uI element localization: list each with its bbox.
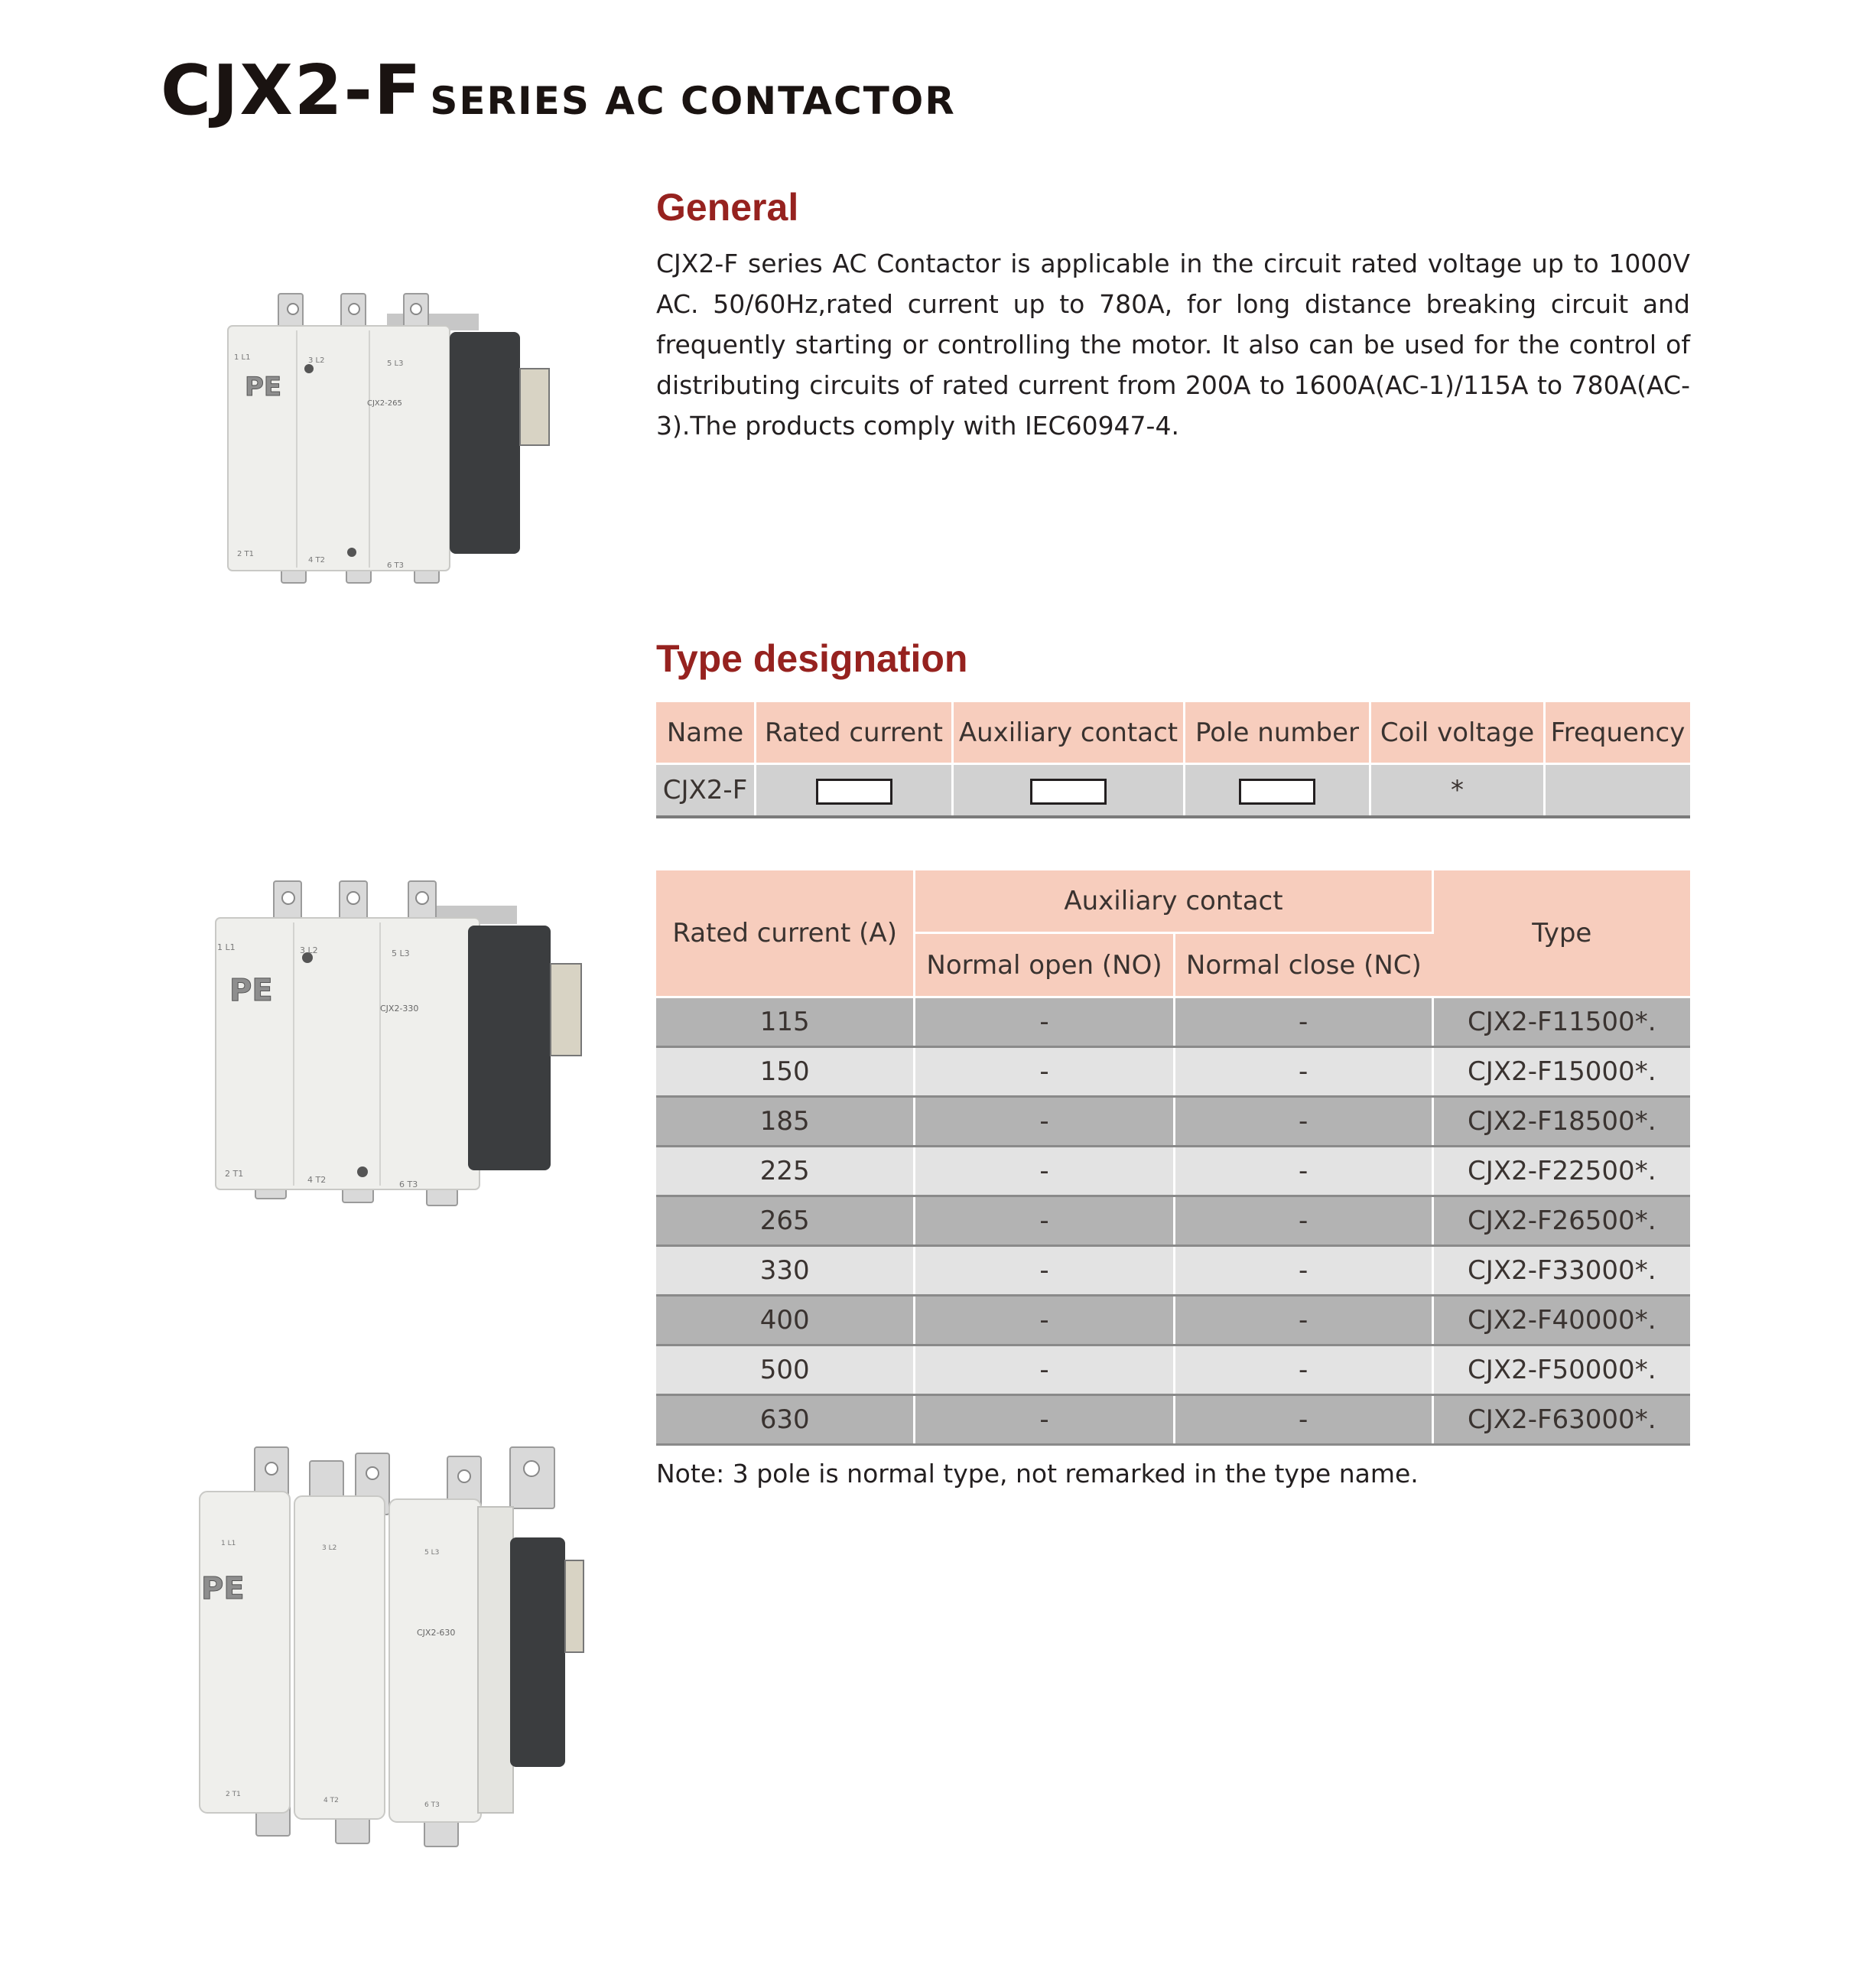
- table-row: [656, 1047, 1690, 1097]
- contactor-body: [228, 326, 450, 571]
- cell-type: CJX2-F50000*.: [1432, 1345, 1690, 1395]
- cell-normal-close: -: [1174, 1047, 1432, 1097]
- title-main: CJX2-F: [161, 50, 423, 131]
- cell-normal-open: -: [915, 1147, 1174, 1196]
- th-frequency: Frequency: [1545, 702, 1691, 764]
- th-coil-voltage: Coil voltage: [1370, 702, 1545, 764]
- td-auxiliary-box: [953, 764, 1185, 818]
- auxiliary-block: [468, 926, 551, 1170]
- cell-rated-current: 330: [656, 1246, 915, 1296]
- terminal-bottom-3: [427, 1189, 457, 1205]
- table-row: [656, 1196, 1690, 1246]
- cell-type: CJX2-F15000*.: [1432, 1047, 1690, 1097]
- cell-rated-current: 185: [656, 1097, 915, 1147]
- th-normal-close: Normal close (NC): [1174, 933, 1432, 997]
- general-text: CJX2-F series AC Contactor is applicable in the circuit rated voltage up to 1000V AC. 50/60Hz,rated current up to 780A, for long distance breaking circuit and frequently starting or controlling the motor. It also can be used for the control of distributing circuits of rated current from 200A to 1600A(AC-1)/115A to 780A(AC-3).The products comply with IEC60947-4.: [656, 249, 1690, 441]
- terminal-label: 4 T2: [323, 1797, 339, 1804]
- cell-normal-open: -: [915, 997, 1174, 1047]
- cell-type: CJX2-F63000*.: [1432, 1395, 1690, 1445]
- table-row: [656, 1345, 1690, 1395]
- model-label: CJX2-330: [380, 1004, 419, 1014]
- coil-terminal: [551, 964, 581, 1056]
- cell-rated-current: 265: [656, 1196, 915, 1246]
- cell-rated-current: 225: [656, 1147, 915, 1196]
- terminal-label: 5 L3: [387, 360, 404, 368]
- cell-normal-close: -: [1174, 997, 1432, 1047]
- td-pole-box: [1185, 764, 1370, 818]
- terminal-label: 2 T1: [226, 1791, 241, 1798]
- cell-normal-close: -: [1174, 1345, 1432, 1395]
- type-designation-heading: Type designation: [656, 637, 968, 680]
- note-text: Note: 3 pole is normal type, not remarked in the type name.: [656, 1459, 1419, 1489]
- product-image-cjx2-265: [220, 292, 572, 598]
- cell-normal-close: -: [1174, 1097, 1432, 1147]
- cell-type: CJX2-F40000*.: [1432, 1296, 1690, 1345]
- terminal-label: 6 T3: [424, 1801, 440, 1809]
- cell-type: CJX2-F33000*.: [1432, 1246, 1690, 1296]
- td-rated-current-box: [756, 764, 953, 818]
- cell-type: CJX2-F11500*.: [1432, 997, 1690, 1047]
- cell-normal-open: -: [915, 1345, 1174, 1395]
- terminal-label: 2 T1: [237, 550, 255, 558]
- cell-normal-open: -: [915, 1395, 1174, 1445]
- th-auxiliary-contact: Auxiliary contact: [953, 702, 1185, 764]
- brand-logo: PE: [229, 973, 273, 1008]
- auxiliary-block: [510, 1537, 565, 1767]
- cell-normal-close: -: [1174, 1246, 1432, 1296]
- pole-3: [389, 1499, 481, 1822]
- cell-type: CJX2-F18500*.: [1432, 1097, 1690, 1147]
- terminal-label: 2 T1: [225, 1169, 244, 1179]
- terminal-label: 6 T3: [399, 1179, 418, 1189]
- th-name: Name: [656, 702, 756, 764]
- product-image-cjx2-330: [208, 880, 613, 1216]
- page-title: [161, 50, 956, 131]
- terminal-label: 6 T3: [387, 561, 405, 570]
- pole-1: [200, 1492, 290, 1813]
- th-pole-number: Pole number: [1185, 702, 1370, 764]
- pole-2: [294, 1496, 385, 1819]
- table-row: [656, 1395, 1690, 1445]
- cell-normal-open: -: [915, 1047, 1174, 1097]
- brand-logo: PE: [201, 1571, 245, 1606]
- cell-type: CJX2-F22500*.: [1432, 1147, 1690, 1196]
- title-sub: SERIES AC CONTACTOR: [430, 79, 956, 123]
- model-label: CJX2-630: [417, 1628, 456, 1638]
- selection-table: [656, 870, 1690, 1446]
- terminal-label: 5 L3: [424, 1549, 440, 1557]
- terminal-label: 1 L1: [217, 942, 236, 952]
- terminal-label: 3 L2: [322, 1544, 337, 1552]
- blank-box: [1239, 779, 1315, 805]
- terminal-label: 3 L2: [300, 945, 318, 955]
- terminal-label: 1 L1: [234, 353, 251, 362]
- terminal-label: 4 T2: [307, 1175, 327, 1185]
- th-rated-current: Rated current: [756, 702, 953, 764]
- coil-terminal: [565, 1560, 584, 1652]
- table-row: [656, 1147, 1690, 1196]
- product-image-cjx2-630: [195, 1446, 623, 1851]
- model-label: CJX2-265: [367, 399, 402, 408]
- cell-rated-current: 150: [656, 1047, 915, 1097]
- table-row: [656, 1296, 1690, 1345]
- coil-terminal: [520, 369, 549, 445]
- cell-normal-open: -: [915, 1296, 1174, 1345]
- cell-rated-current: 500: [656, 1345, 915, 1395]
- auxiliary-block: [450, 332, 520, 554]
- selection-header-row-1: [656, 870, 1690, 933]
- th-normal-open: Normal open (NO): [915, 933, 1174, 997]
- cell-rated-current: 630: [656, 1395, 915, 1445]
- cell-normal-open: -: [915, 1246, 1174, 1296]
- brand-logo: PE: [245, 372, 282, 402]
- cell-type: CJX2-F26500*.: [1432, 1196, 1690, 1246]
- terminal-label: 5 L3: [392, 948, 410, 958]
- terminal-label: 1 L1: [221, 1540, 236, 1547]
- cell-rated-current: 115: [656, 997, 915, 1047]
- blank-box: [1030, 779, 1107, 805]
- cell-normal-close: -: [1174, 1395, 1432, 1445]
- table-row: [656, 1097, 1690, 1147]
- td-name: CJX2-F: [656, 764, 756, 818]
- table-row: [656, 997, 1690, 1047]
- contactor-body: [216, 918, 480, 1189]
- table-row: [656, 1246, 1690, 1296]
- cell-normal-open: -: [915, 1196, 1174, 1246]
- terminal-label: 3 L2: [308, 356, 325, 365]
- mount-bracket: [510, 1447, 554, 1508]
- type-designation-table: [656, 702, 1690, 818]
- cell-normal-close: -: [1174, 1147, 1432, 1196]
- cell-rated-current: 400: [656, 1296, 915, 1345]
- cell-normal-close: -: [1174, 1196, 1432, 1246]
- terminal-label: 4 T2: [308, 556, 326, 565]
- th-rated-current-a: Rated current (A): [656, 870, 915, 997]
- cell-normal-close: -: [1174, 1296, 1432, 1345]
- th-type: Type: [1432, 870, 1690, 997]
- general-heading: General: [656, 186, 799, 229]
- type-designation-header-row: [656, 702, 1690, 764]
- td-coil-voltage: *: [1370, 764, 1545, 818]
- cell-normal-open: -: [915, 1097, 1174, 1147]
- blank-box: [816, 779, 892, 805]
- type-designation-row: [656, 764, 1690, 818]
- td-frequency: [1545, 764, 1691, 818]
- th-auxiliary-contact: Auxiliary contact: [915, 870, 1432, 933]
